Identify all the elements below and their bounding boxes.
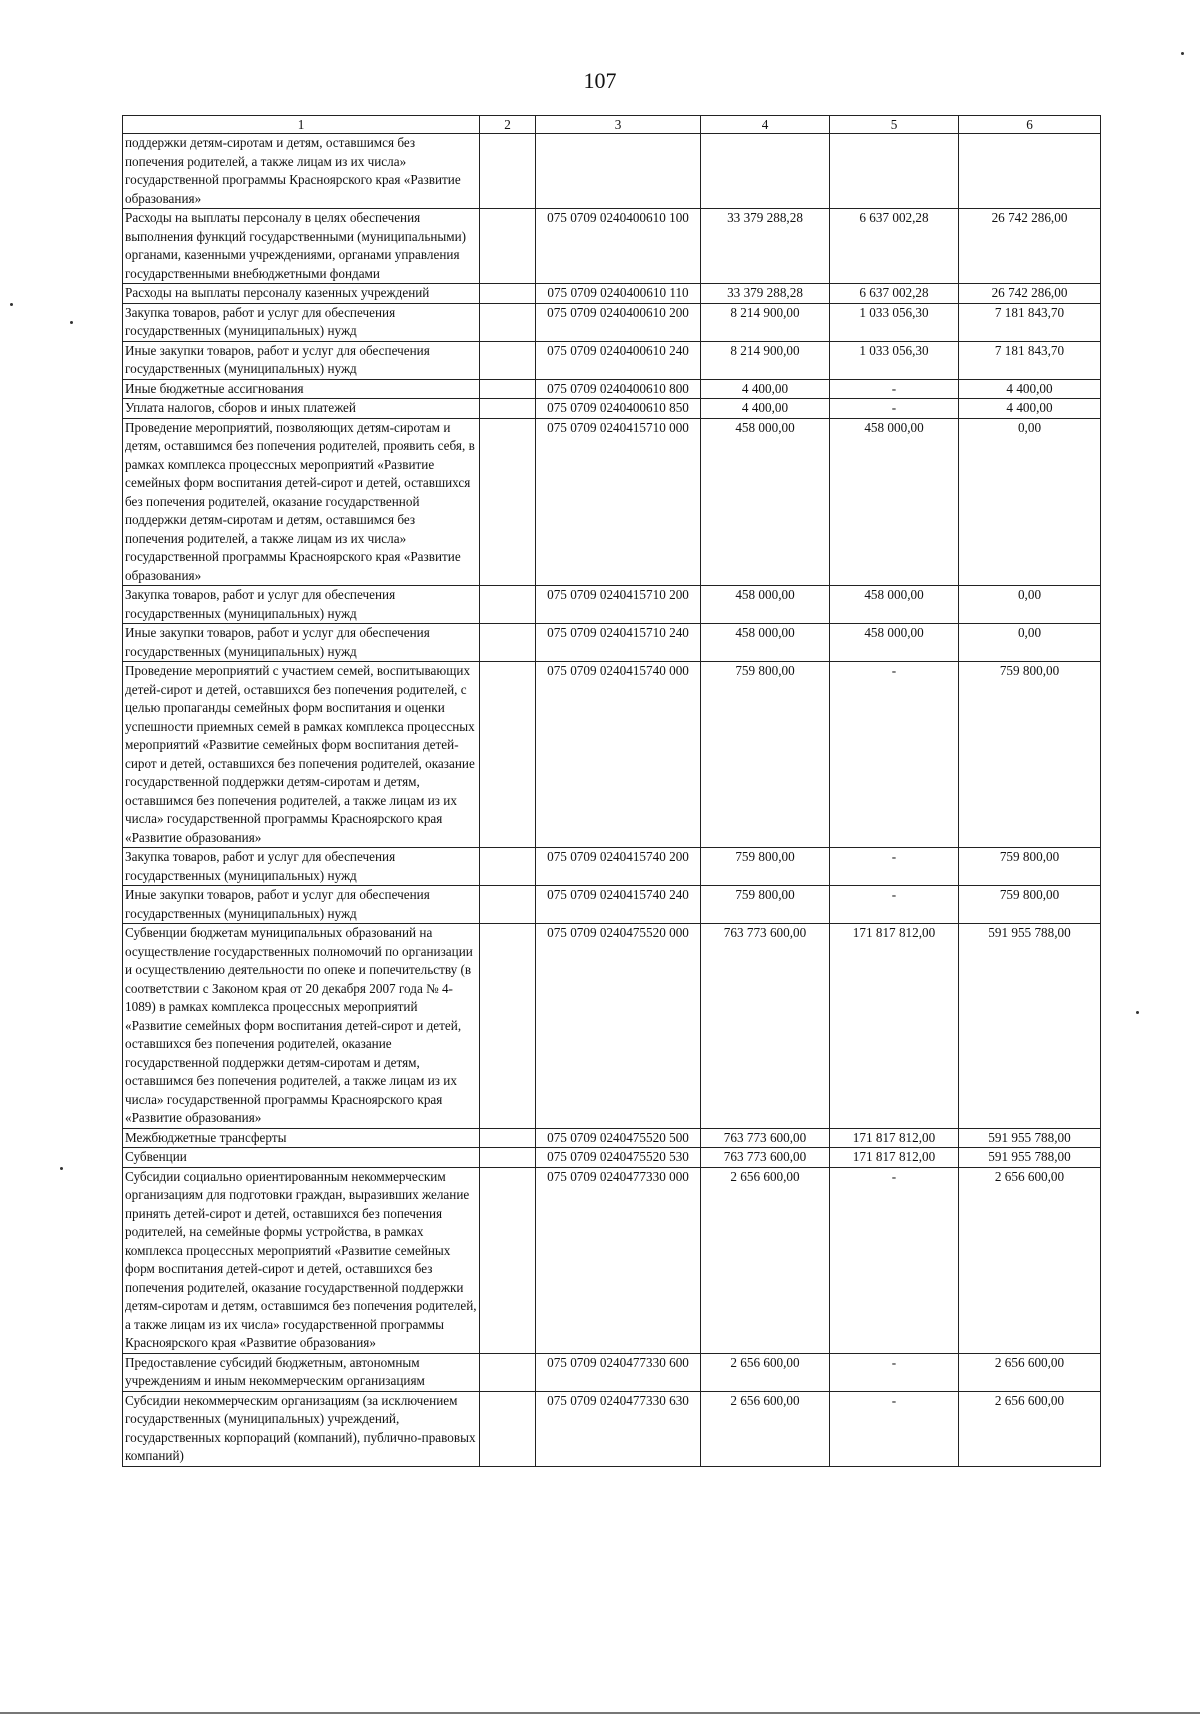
budget-table (122, 115, 1101, 1467)
row-code: 075 0709 0240475520 500 (536, 1128, 701, 1148)
row-description: Закупка товаров, работ и услуг для обеспечения государственных (муниципальных) нужд (123, 848, 480, 886)
row-code: 075 0709 0240400610 240 (536, 341, 701, 379)
row-value-col4: 8 214 900,00 (701, 303, 830, 341)
row-value-col4 (701, 134, 830, 209)
row-col2 (480, 1167, 536, 1353)
row-col2 (480, 284, 536, 304)
page-number: 107 (583, 68, 617, 93)
row-code: 075 0709 0240475520 530 (536, 1148, 701, 1168)
row-code: 075 0709 0240400610 800 (536, 379, 701, 399)
row-code: 075 0709 0240400610 850 (536, 399, 701, 419)
row-value-col4: 2 656 600,00 (701, 1353, 830, 1391)
table-row (123, 1128, 1101, 1148)
row-value-col4: 458 000,00 (701, 586, 830, 624)
row-col2 (480, 1148, 536, 1168)
row-value-col5: - (830, 848, 959, 886)
row-code: 075 0709 0240400610 200 (536, 303, 701, 341)
column-header: 2 (480, 116, 536, 134)
row-value-col5: 171 817 812,00 (830, 1128, 959, 1148)
table-row (123, 624, 1101, 662)
row-description: Иные закупки товаров, работ и услуг для обеспечения государственных (муниципальных) нужд (123, 341, 480, 379)
row-col2 (480, 886, 536, 924)
row-value-col6: 7 181 843,70 (959, 303, 1101, 341)
row-col2 (480, 209, 536, 284)
row-description: Субсидии социально ориентированным некоммерческим организациям для подготовки граждан, выразивших желание принять детей-сирот и детей, оставшихся без попечения родителей, на семейные формы устройства, в рамках комплекса процессных мероприятий «Развитие семейных форм воспитания детей-сирот и детей, оставшихся без попечения родителей, оказание государственной поддержки детям-сиротам и детям, оставшимся без попечения родителей, а также лицам из их числа» государственной программы Красноярского края «Развитие образования» (123, 1167, 480, 1353)
table-row (123, 134, 1101, 209)
column-header: 5 (830, 116, 959, 134)
row-value-col4: 759 800,00 (701, 662, 830, 848)
row-value-col6: 591 955 788,00 (959, 1148, 1101, 1168)
table-row (123, 662, 1101, 848)
row-description: Иные закупки товаров, работ и услуг для обеспечения государственных (муниципальных) нужд (123, 624, 480, 662)
row-description: Проведение мероприятий с участием семей, воспитывающих детей-сирот и детей, оставшихся без попечения родителей, с целью пропаганды семейных форм воспитания и оценки успешности приемных семей в рамках комплекса процессных мероприятий «Развитие семейных форм воспитания детей-сирот и детей, оставшихся без попечения родителей, оказание государственной поддержки детям-сиротам и детям, оставшимся без попечения родителей, а также лицам из их числа» государственной программы Красноярского края «Развитие образования» (123, 662, 480, 848)
row-code: 075 0709 0240415740 240 (536, 886, 701, 924)
column-header: 1 (123, 116, 480, 134)
row-value-col4: 2 656 600,00 (701, 1391, 830, 1466)
row-code: 075 0709 0240415710 000 (536, 418, 701, 586)
row-value-col6: 2 656 600,00 (959, 1391, 1101, 1466)
row-value-col6: 0,00 (959, 586, 1101, 624)
row-col2 (480, 586, 536, 624)
row-value-col5: - (830, 379, 959, 399)
row-col2 (480, 662, 536, 848)
row-value-col5: 1 033 056,30 (830, 341, 959, 379)
scan-speck (10, 303, 13, 306)
row-value-col4: 458 000,00 (701, 418, 830, 586)
row-value-col6: 4 400,00 (959, 379, 1101, 399)
row-code: 075 0709 0240415710 240 (536, 624, 701, 662)
row-description: Предоставление субсидий бюджетным, автономным учреждениям и иным некоммерческим организациям (123, 1353, 480, 1391)
row-value-col4: 4 400,00 (701, 399, 830, 419)
row-value-col6: 26 742 286,00 (959, 284, 1101, 304)
scan-speck (70, 321, 73, 324)
table-row (123, 284, 1101, 304)
row-value-col5: 458 000,00 (830, 586, 959, 624)
column-header: 6 (959, 116, 1101, 134)
row-value-col6: 7 181 843,70 (959, 341, 1101, 379)
row-col2 (480, 1353, 536, 1391)
row-value-col4: 763 773 600,00 (701, 1128, 830, 1148)
row-value-col6: 4 400,00 (959, 399, 1101, 419)
row-value-col6 (959, 134, 1101, 209)
table-row (123, 586, 1101, 624)
row-description: поддержки детям-сиротам и детям, оставшимся без попечения родителей, а также лицам из их числа» государственной программы Красноярского края «Развитие образования» (123, 134, 480, 209)
row-value-col5: 458 000,00 (830, 418, 959, 586)
row-value-col6: 0,00 (959, 624, 1101, 662)
row-value-col5: - (830, 1353, 959, 1391)
row-col2 (480, 341, 536, 379)
row-value-col5: - (830, 662, 959, 848)
table-row (123, 418, 1101, 586)
row-col2 (480, 303, 536, 341)
row-description: Уплата налогов, сборов и иных платежей (123, 399, 480, 419)
row-code: 075 0709 0240477330 600 (536, 1353, 701, 1391)
row-code: 075 0709 0240477330 630 (536, 1391, 701, 1466)
table-row (123, 1167, 1101, 1353)
row-value-col6: 759 800,00 (959, 662, 1101, 848)
row-col2 (480, 399, 536, 419)
row-col2 (480, 379, 536, 399)
row-value-col4: 763 773 600,00 (701, 924, 830, 1129)
row-value-col5: 171 817 812,00 (830, 924, 959, 1129)
row-col2 (480, 1391, 536, 1466)
row-col2 (480, 134, 536, 209)
scan-speck (60, 1167, 63, 1170)
row-col2 (480, 1128, 536, 1148)
table-row (123, 1148, 1101, 1168)
row-code: 075 0709 0240477330 000 (536, 1167, 701, 1353)
table-row (123, 209, 1101, 284)
row-description: Межбюджетные трансферты (123, 1128, 480, 1148)
row-value-col4: 8 214 900,00 (701, 341, 830, 379)
row-code: 075 0709 0240400610 110 (536, 284, 701, 304)
row-col2 (480, 848, 536, 886)
row-value-col4: 759 800,00 (701, 886, 830, 924)
header-row (123, 116, 1101, 134)
row-value-col4: 33 379 288,28 (701, 209, 830, 284)
row-code: 075 0709 0240400610 100 (536, 209, 701, 284)
row-code: 075 0709 0240415740 000 (536, 662, 701, 848)
row-col2 (480, 418, 536, 586)
row-description: Иные бюджетные ассигнования (123, 379, 480, 399)
row-value-col4: 33 379 288,28 (701, 284, 830, 304)
row-value-col5: 1 033 056,30 (830, 303, 959, 341)
table-row (123, 399, 1101, 419)
row-description: Закупка товаров, работ и услуг для обеспечения государственных (муниципальных) нужд (123, 586, 480, 624)
row-col2 (480, 924, 536, 1129)
row-description: Проведение мероприятий, позволяющих детям-сиротам и детям, оставшимся без попечения родителей, проявить себя, в рамках комплекса процессных мероприятий «Развитие семейных форм воспитания детей-сирот и детей, оставшихся без попечения родителей, оказание государственной поддержки детям-сиротам и детям, оставшимся без попечения родителей, а также лицам из их числа» государственной программы Красноярского края «Развитие образования» (123, 418, 480, 586)
row-code (536, 134, 701, 209)
column-header: 3 (536, 116, 701, 134)
row-value-col5: - (830, 1391, 959, 1466)
row-description: Субвенции (123, 1148, 480, 1168)
table-row (123, 848, 1101, 886)
row-value-col5: - (830, 1167, 959, 1353)
row-value-col6: 591 955 788,00 (959, 924, 1101, 1129)
row-code: 075 0709 0240475520 000 (536, 924, 701, 1129)
row-value-col6: 2 656 600,00 (959, 1167, 1101, 1353)
row-description: Расходы на выплаты персоналу казенных учреждений (123, 284, 480, 304)
scan-speck (1136, 1011, 1139, 1014)
table-row (123, 303, 1101, 341)
row-value-col4: 763 773 600,00 (701, 1148, 830, 1168)
scan-edge-line (0, 1712, 1200, 1714)
row-value-col5: 171 817 812,00 (830, 1148, 959, 1168)
row-description: Закупка товаров, работ и услуг для обеспечения государственных (муниципальных) нужд (123, 303, 480, 341)
row-value-col6: 759 800,00 (959, 886, 1101, 924)
table-row (123, 886, 1101, 924)
row-value-col6: 2 656 600,00 (959, 1353, 1101, 1391)
row-value-col5: - (830, 886, 959, 924)
table-row (123, 1391, 1101, 1466)
row-value-col4: 4 400,00 (701, 379, 830, 399)
row-value-col5: 458 000,00 (830, 624, 959, 662)
row-value-col6: 0,00 (959, 418, 1101, 586)
row-value-col5: 6 637 002,28 (830, 284, 959, 304)
table-row (123, 379, 1101, 399)
row-code: 075 0709 0240415740 200 (536, 848, 701, 886)
row-description: Субсидии некоммерческим организациям (за исключением государственных (муниципальных) учреждений, государственных корпораций (компаний), публично-правовых компаний) (123, 1391, 480, 1466)
row-value-col5 (830, 134, 959, 209)
row-description: Иные закупки товаров, работ и услуг для обеспечения государственных (муниципальных) нужд (123, 886, 480, 924)
row-value-col4: 759 800,00 (701, 848, 830, 886)
row-col2 (480, 624, 536, 662)
row-code: 075 0709 0240415710 200 (536, 586, 701, 624)
column-header: 4 (701, 116, 830, 134)
row-value-col6: 591 955 788,00 (959, 1128, 1101, 1148)
row-description: Расходы на выплаты персоналу в целях обеспечения выполнения функций государственными (муниципальными) органами, казенными учреждениями, органами управления государственными внебюджетными фондами (123, 209, 480, 284)
table-row (123, 924, 1101, 1129)
table-row (123, 1353, 1101, 1391)
row-value-col5: - (830, 399, 959, 419)
scan-speck (1181, 52, 1184, 55)
row-value-col6: 759 800,00 (959, 848, 1101, 886)
row-value-col4: 458 000,00 (701, 624, 830, 662)
row-description: Субвенции бюджетам муниципальных образований на осуществление государственных полномочий по организации и осуществлению деятельности по опеке и попечительству (в соответствии с Законом края от 20 декабря 2007 года № 4-1089) в рамках комплекса процессных мероприятий «Развитие семейных форм воспитания детей-сирот и детей, оставшихся без попечения родителей, оказание государственной поддержки детям-сиротам и детям, оставшимся без попечения родителей, а также лицам из их числа» государственной программы Красноярского края «Развитие образования» (123, 924, 480, 1129)
table-row (123, 341, 1101, 379)
row-value-col4: 2 656 600,00 (701, 1167, 830, 1353)
row-value-col5: 6 637 002,28 (830, 209, 959, 284)
row-value-col6: 26 742 286,00 (959, 209, 1101, 284)
